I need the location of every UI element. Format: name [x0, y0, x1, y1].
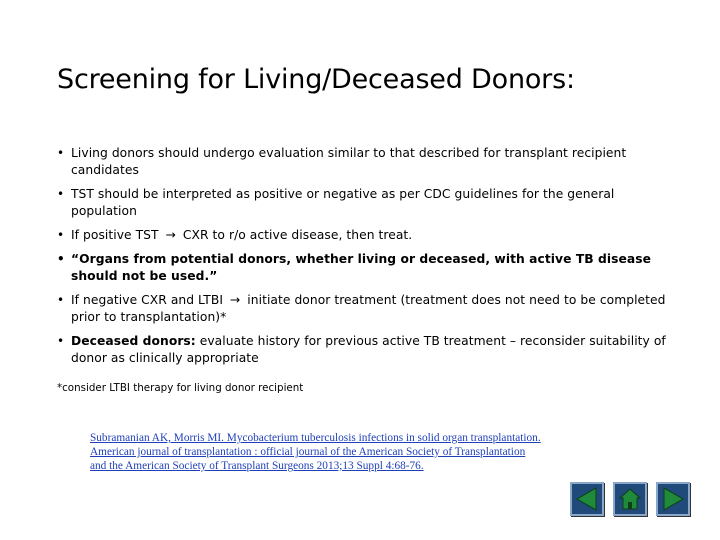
previous-icon	[572, 484, 602, 514]
bullet-item	[57, 333, 669, 367]
citation-link[interactable]	[90, 431, 590, 473]
citation-line: Subramanian AK, Morris MI. Mycobacterium tuberculosis infections in solid organ transplantation.	[90, 432, 541, 444]
slide-navigation	[570, 482, 690, 518]
bullet-text: initiate donor treatment (treatment does not need to be completed prior to transplantation)*	[71, 293, 666, 324]
bullet-text: TST should be interpreted as positive or negative as per CDC guidelines for the general population	[71, 187, 615, 218]
bullet-text: evaluate history for previous active TB treatment – reconsider suitability of donor as clinically appropriate	[71, 334, 666, 365]
bullet-text: If negative CXR and LTBI	[71, 293, 223, 307]
bullet-item	[57, 251, 669, 285]
slide-title: Screening for Living/Deceased Donors:	[57, 64, 575, 95]
home-icon	[615, 484, 645, 514]
bullet-text: CXR to r/o active disease, then treat.	[182, 228, 413, 242]
home-button[interactable]	[613, 482, 647, 516]
next-button[interactable]	[656, 482, 690, 516]
bullet-text: “Organs from potential donors, whether living or deceased, with active TB disease should not be used.”	[71, 252, 651, 283]
bullet-bold-label: Deceased donors:	[71, 334, 196, 348]
bullet-text: If positive TST	[71, 228, 159, 242]
bullet-item	[57, 292, 669, 326]
bullet-item	[57, 186, 669, 220]
citation-line: American journal of transplantation : official journal of the American Society of Transplantation	[90, 446, 526, 458]
arrow-icon: →	[229, 293, 241, 307]
bullet-text: Living donors should undergo evaluation similar to that described for transplant recipient candidates	[71, 146, 627, 177]
bullet-list	[57, 145, 669, 374]
bullet-item	[57, 227, 669, 244]
citation-line: and the American Society of Transplant Surgeons 2013;13 Suppl 4:68-76.	[90, 460, 424, 472]
next-icon	[658, 484, 688, 514]
footnote: *consider LTBI therapy for living donor recipient	[57, 382, 304, 394]
previous-button[interactable]	[570, 482, 604, 516]
arrow-icon: →	[165, 228, 176, 242]
bullet-item	[57, 145, 669, 179]
